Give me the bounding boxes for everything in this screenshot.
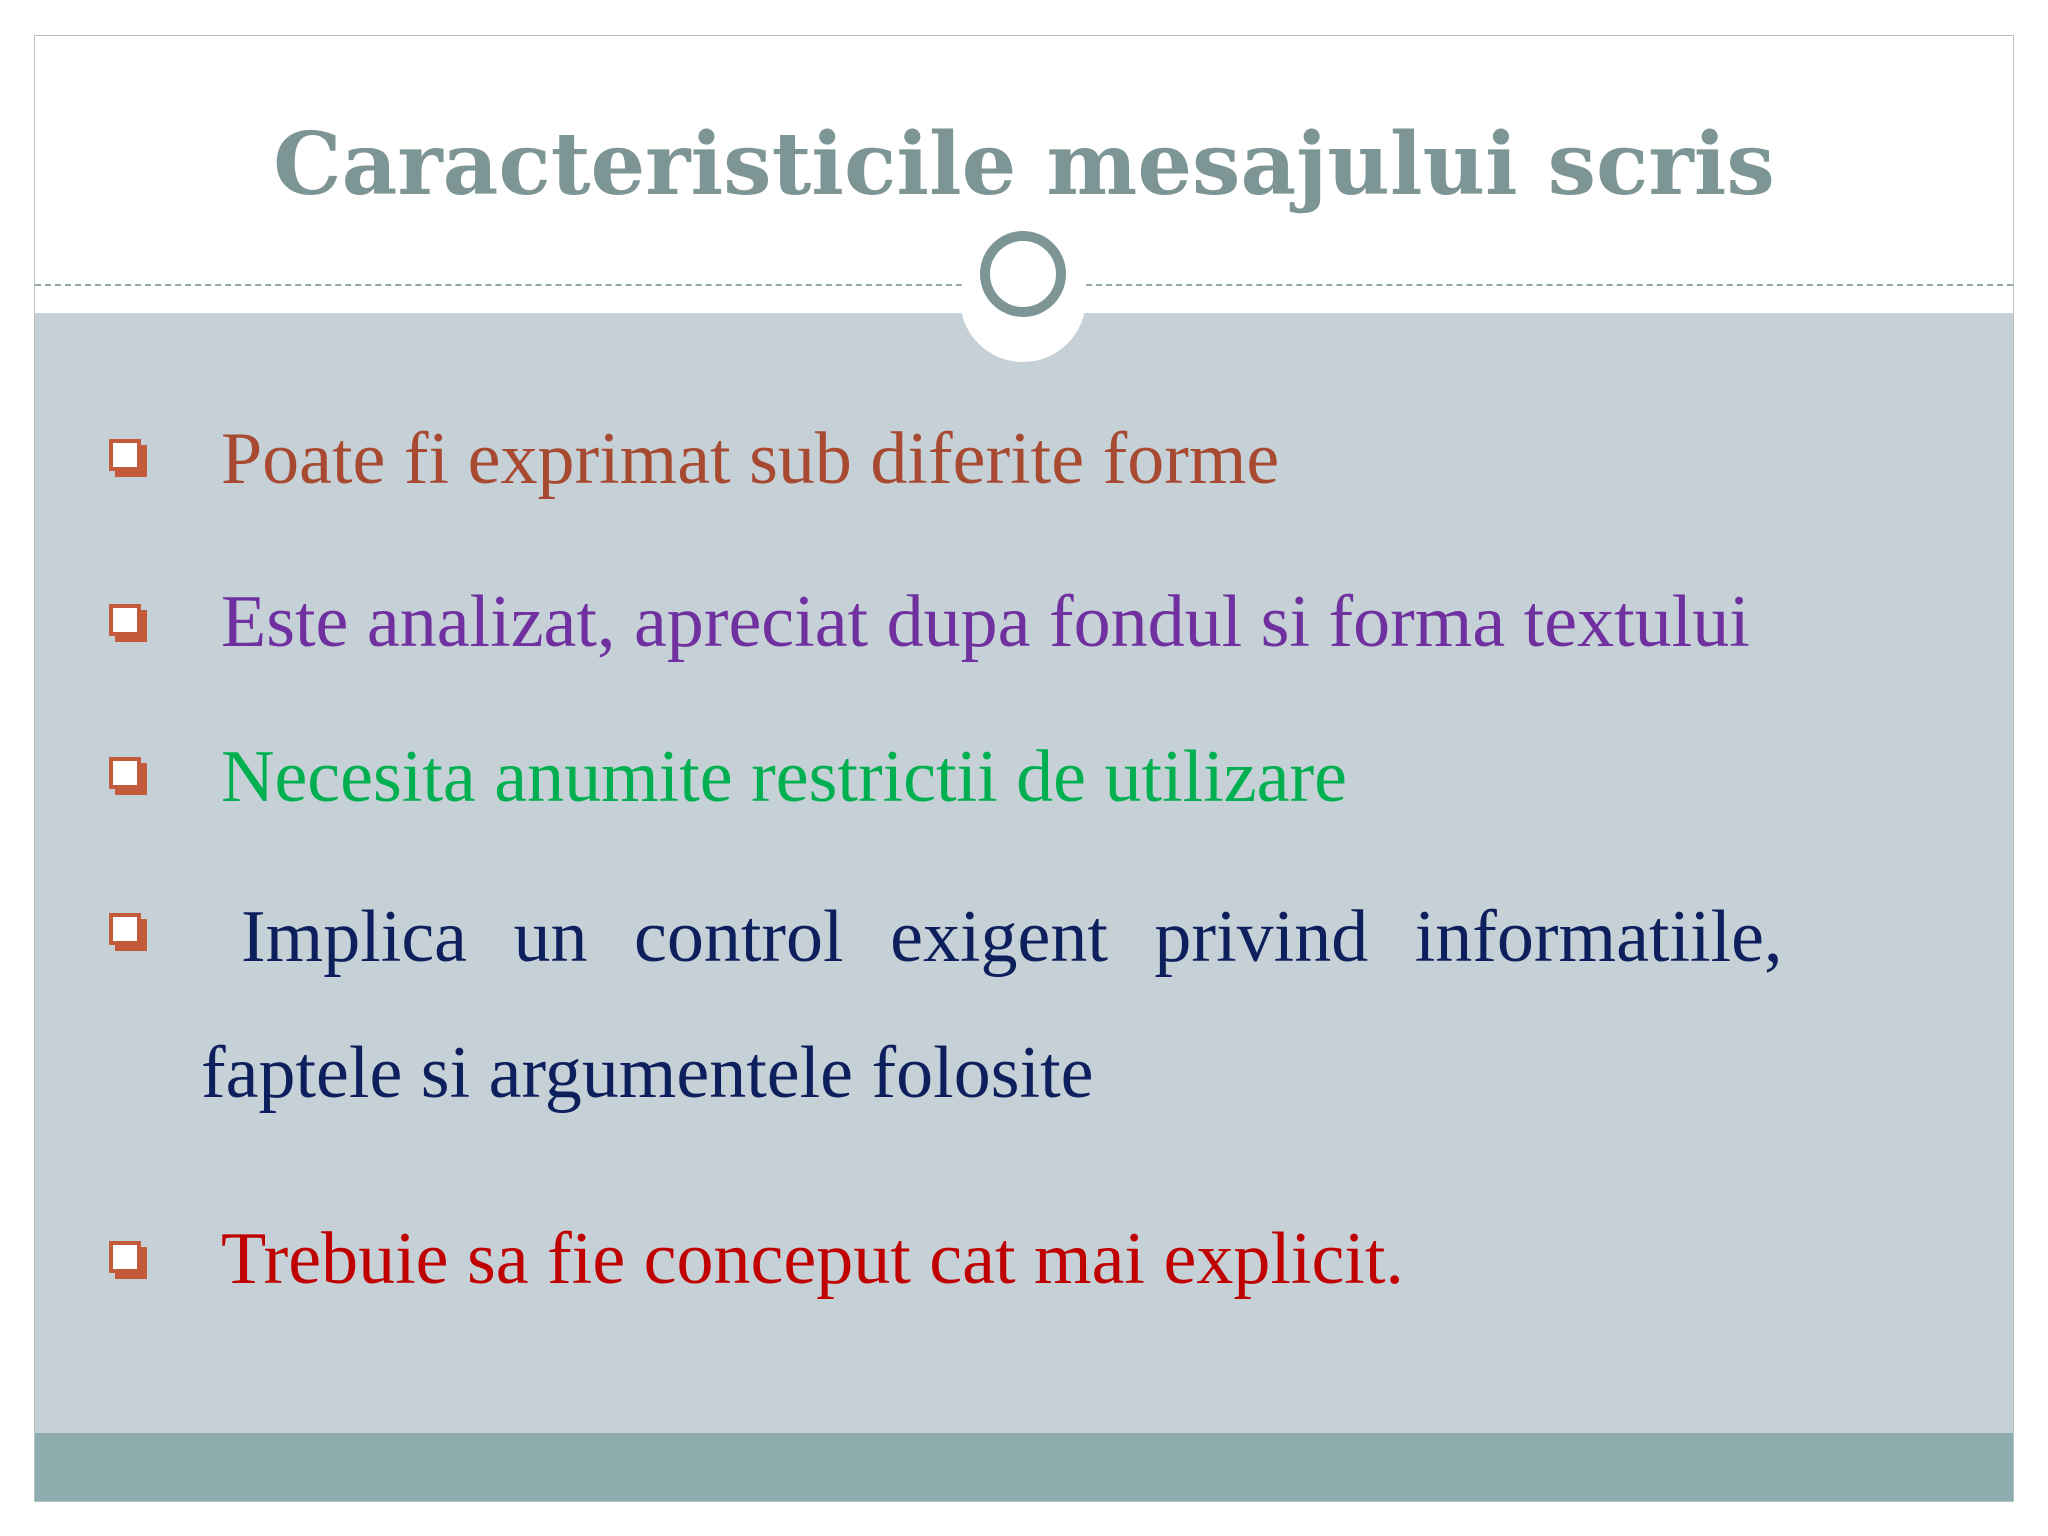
footer-bar — [35, 1433, 2013, 1502]
bullet-text: Poate fi exprimat sub diferite forme — [221, 418, 1280, 500]
divider-circle-icon — [980, 231, 1066, 317]
bullet-text-line1: Implica un control exigent privind informatiile, — [241, 896, 1783, 978]
slide — [34, 35, 2014, 1502]
slide-title: Caracteristicile mesajului scris — [273, 114, 1775, 215]
checkbox-square-icon — [109, 604, 141, 636]
bullet-text: Trebuie sa fie conceput cat mai explicit. — [221, 1218, 1404, 1300]
bullet-text-line2: faptele si argumentele folosite — [201, 1032, 1094, 1114]
checkbox-square-icon — [109, 757, 141, 789]
bullet-text: Necesita anumite restrictii de utilizare — [221, 736, 1347, 818]
checkbox-square-icon — [109, 1241, 141, 1273]
bullet-text: Este analizat, apreciat dupa fondul si forma textului — [221, 581, 1750, 663]
checkbox-square-icon — [109, 913, 141, 945]
checkbox-square-icon — [109, 439, 141, 471]
